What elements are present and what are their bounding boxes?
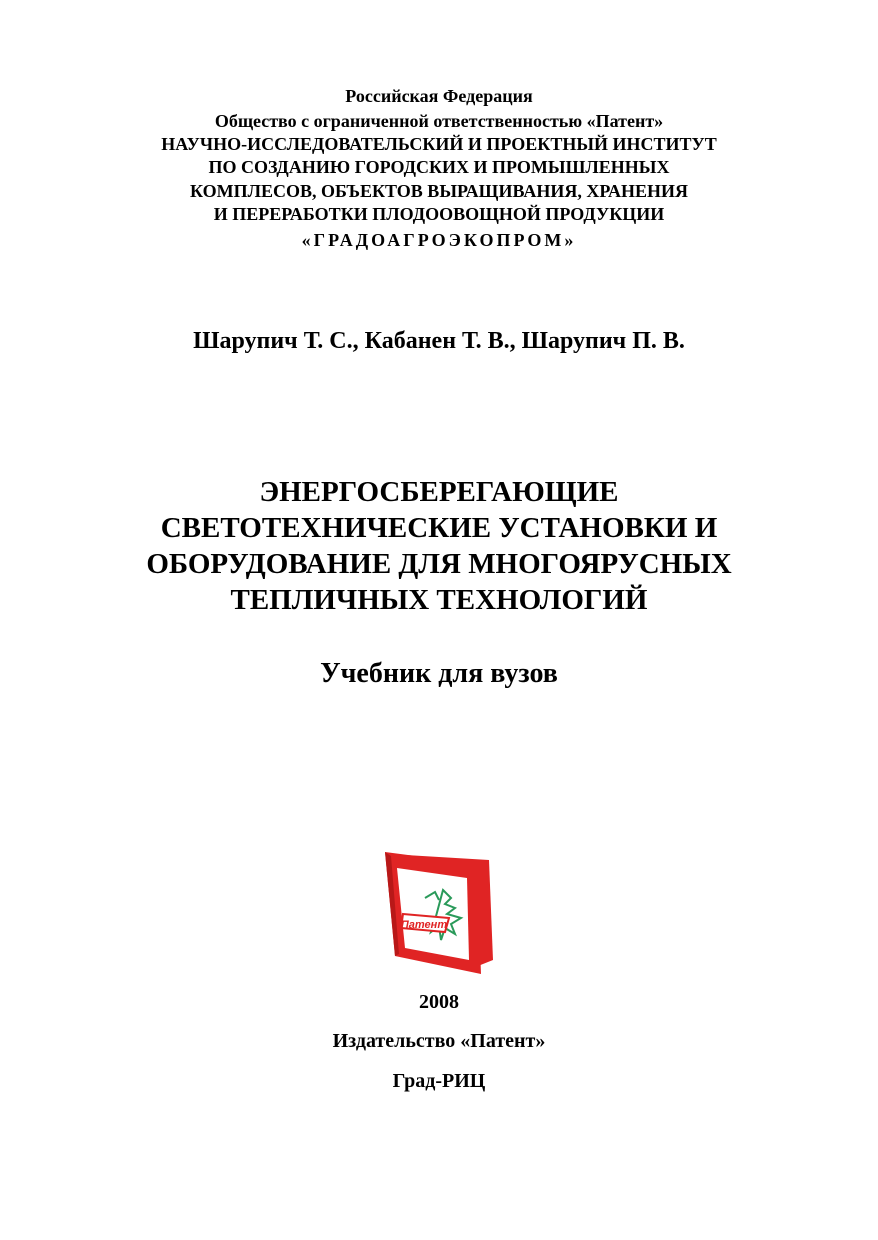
header-institute-line-2: ПО СОЗДАНИЮ ГОРОДСКИХ И ПРОМЫШЛЕННЫХ — [208, 157, 670, 177]
title-line-2: СВЕТОТЕХНИЧЕСКИЕ УСТАНОВКИ И — [160, 512, 718, 544]
header-country: Российская Федерация — [345, 86, 533, 106]
header-company: Общество с ограниченной ответственностью «Патент» — [214, 111, 664, 131]
publication-place: Град-РИЦ — [392, 1070, 486, 1092]
header-institute-name: «ГРАДОАГРОЭКОПРОМ» — [301, 230, 577, 250]
header-institute-line-3: КОМПЛЕСОВ, ОБЪЕКТОВ ВЫРАЩИВАНИЯ, ХРАНЕНИЯ — [189, 181, 689, 201]
title-line-4: ТЕПЛИЧНЫХ ТЕХНОЛОГИЙ — [230, 584, 648, 616]
title-line-1: ЭНЕРГОСБЕРЕГАЮЩИЕ — [259, 476, 619, 508]
logo-text: Патент — [400, 919, 448, 931]
publisher-book-logo-icon — [381, 848, 496, 976]
header-institute-line-4: И ПЕРЕРАБОТКИ ПЛОДООВОЩНОЙ ПРОДУКЦИИ — [213, 204, 665, 224]
header-institute-line-1: НАУЧНО-ИССЛЕДОВАТЕЛЬСКИЙ И ПРОЕКТНЫЙ ИНСТИТУТ — [161, 134, 717, 154]
title-line-3: ОБОРУДОВАНИЕ ДЛЯ МНОГОЯРУСНЫХ — [146, 548, 732, 580]
publication-year: 2008 — [419, 991, 459, 1013]
authors: Шарупич Т. С., Кабанен Т. В., Шарупич П. В. — [193, 328, 685, 354]
book-subtitle: Учебник для вузов — [320, 658, 558, 689]
publisher-name: Издательство «Патент» — [332, 1030, 546, 1052]
